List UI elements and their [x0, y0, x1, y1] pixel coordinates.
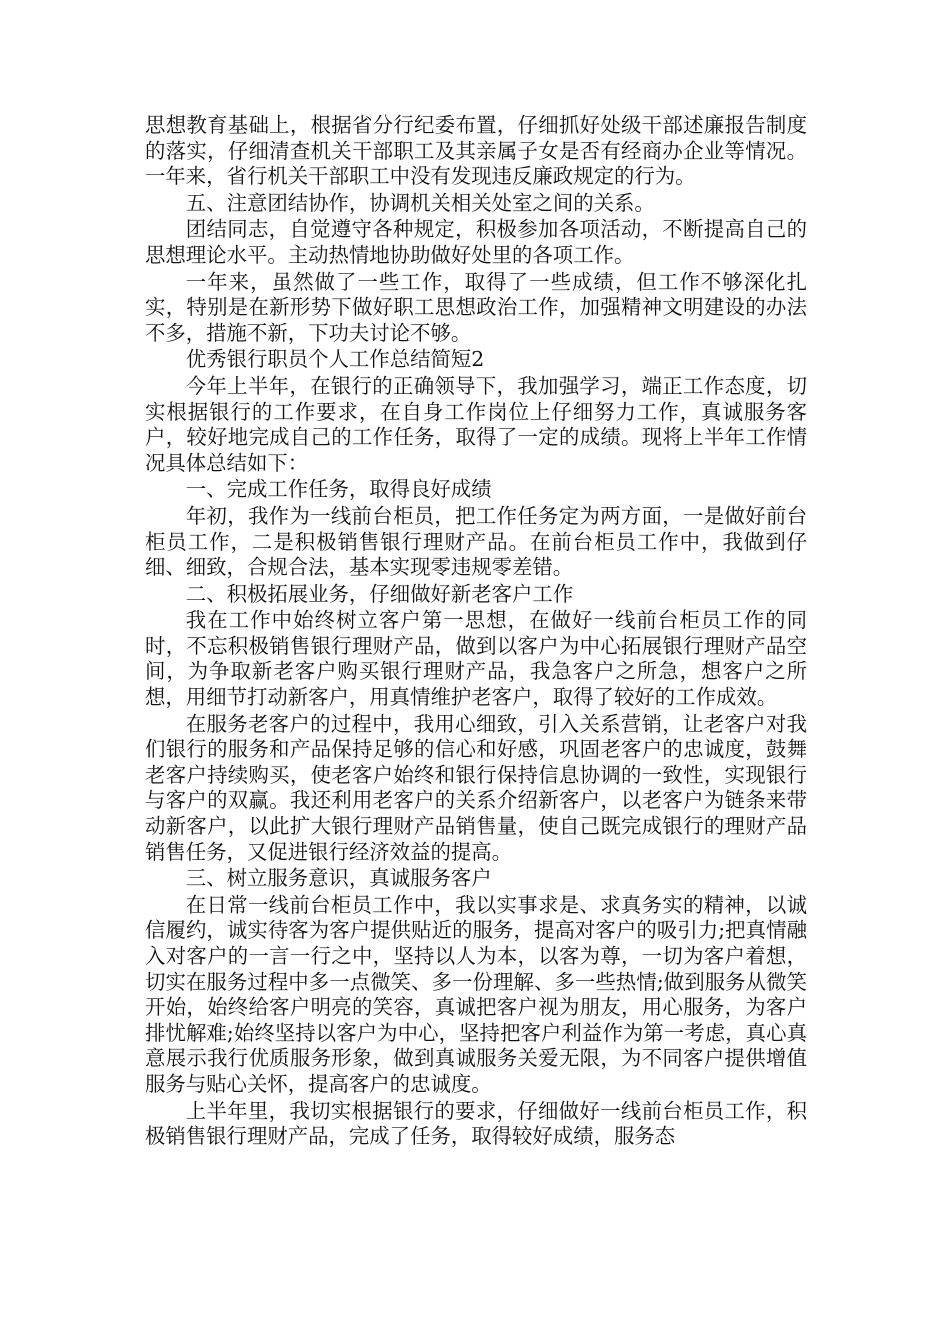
section-heading: 五、注意团结协作，协调机关相关处室之间的关系。 [185, 190, 655, 215]
paragraph: 一年来，虽然做了一些工作，取得了一些成绩，但工作不够深化扎实，特别是在新形势下做好职工思想政治工作，加强精神文明建设的办法不多，措施不新，下功夫讨论不够。 [145, 269, 807, 345]
section-heading: 二、积极拓展业务，仔细做好新老客户工作 [185, 581, 574, 606]
paragraph: 上半年里，我切实根据银行的要求，仔细做好一线前台柜员工作，积极销售银行理财产品，完成了任务，取得较好成绩，服务态 [145, 1098, 807, 1149]
paragraph: 我在工作中始终树立客户第一思想，在做好一线前台柜员工作的同时，不忘积极销售银行理财产品，做到以客户为中心拓展银行理财产品空间，为争取新老客户购买银行理财产品，我急客户之所急，想客户之所想，用细节打动新客户，用真情维护老客户，取得了较好的工作成效。 [145, 608, 807, 710]
section-heading: 三、树立服务意识，真诚服务客户 [185, 866, 492, 891]
section-heading: 一、完成工作任务，取得良好成绩 [185, 477, 492, 502]
paragraph: 在服务老客户的过程中，我用心细致，引入关系营销，让老客户对我们银行的服务和产品保持足够的信心和好感，巩固老客户的忠诚度，鼓舞老客户持续购买，使老客户始终和银行保持信息协调的一致性，实现银行与客户的双赢。我还利用老客户的关系介绍新客户，以老客户为链条来带动新客户，以此扩大银行理财产品销售量，使自己既完成银行的理财产品销售任务，又促进银行经济效益的提高。 [145, 711, 807, 864]
document-body [145, 113, 807, 1151]
paragraph: 团结同志，自觉遵守各种规定，积极参加各项活动，不断提高自己的思想理论水平。主动热情地协助做好处里的各项工作。 [145, 217, 807, 267]
document-title: 优秀银行职员个人工作总结简短2 [185, 347, 485, 372]
paragraph: 思想教育基础上，根据省分行纪委布置，仔细抓好处级干部述廉报告制度的落实，仔细清查机关干部职工及其亲属子女是否有经商办企业等情况。一年来，省行机关干部职工中没有发现违反廉政规定的行为。 [145, 113, 807, 189]
paragraph: 年初，我作为一线前台柜员，把工作任务定为两方面，一是做好前台柜员工作，二是积极销售银行理财产品。在前台柜员工作中，我做到仔细、细致，合规合法，基本实现零违规零差错。 [145, 503, 807, 580]
paragraph: 今年上半年，在银行的正确领导下，我加强学习，端正工作态度，切实根据银行的工作要求，在自身工作岗位上仔细努力工作，真诚服务客户，较好地完成自己的工作任务，取得了一定的成绩。现将上半年工作情况具体总结如下： [145, 373, 807, 475]
paragraph: 在日常一线前台柜员工作中，我以实事求是、求真务实的精神，以诚信履约，诚实待客为客户提供贴近的服务，提高对客户的吸引力;把真情融入对客户的一言一行之中，坚持以人为本，以客为尊，一切为客户着想，切实在服务过程中多一点微笑、多一份理解、多一些热情;做到服务从微笑开始，始终给客户明亮的笑容，真诚把客户视为朋友，用心服务，为客户排忧解难;始终坚持以客户为中心，坚持把客户利益作为第一考虑，真心真意展示我行优质服务形象，做到真诚服务关爱无限，为不同客户提供增值服务与贴心关怀，提高客户的忠诚度。 [145, 892, 807, 1096]
